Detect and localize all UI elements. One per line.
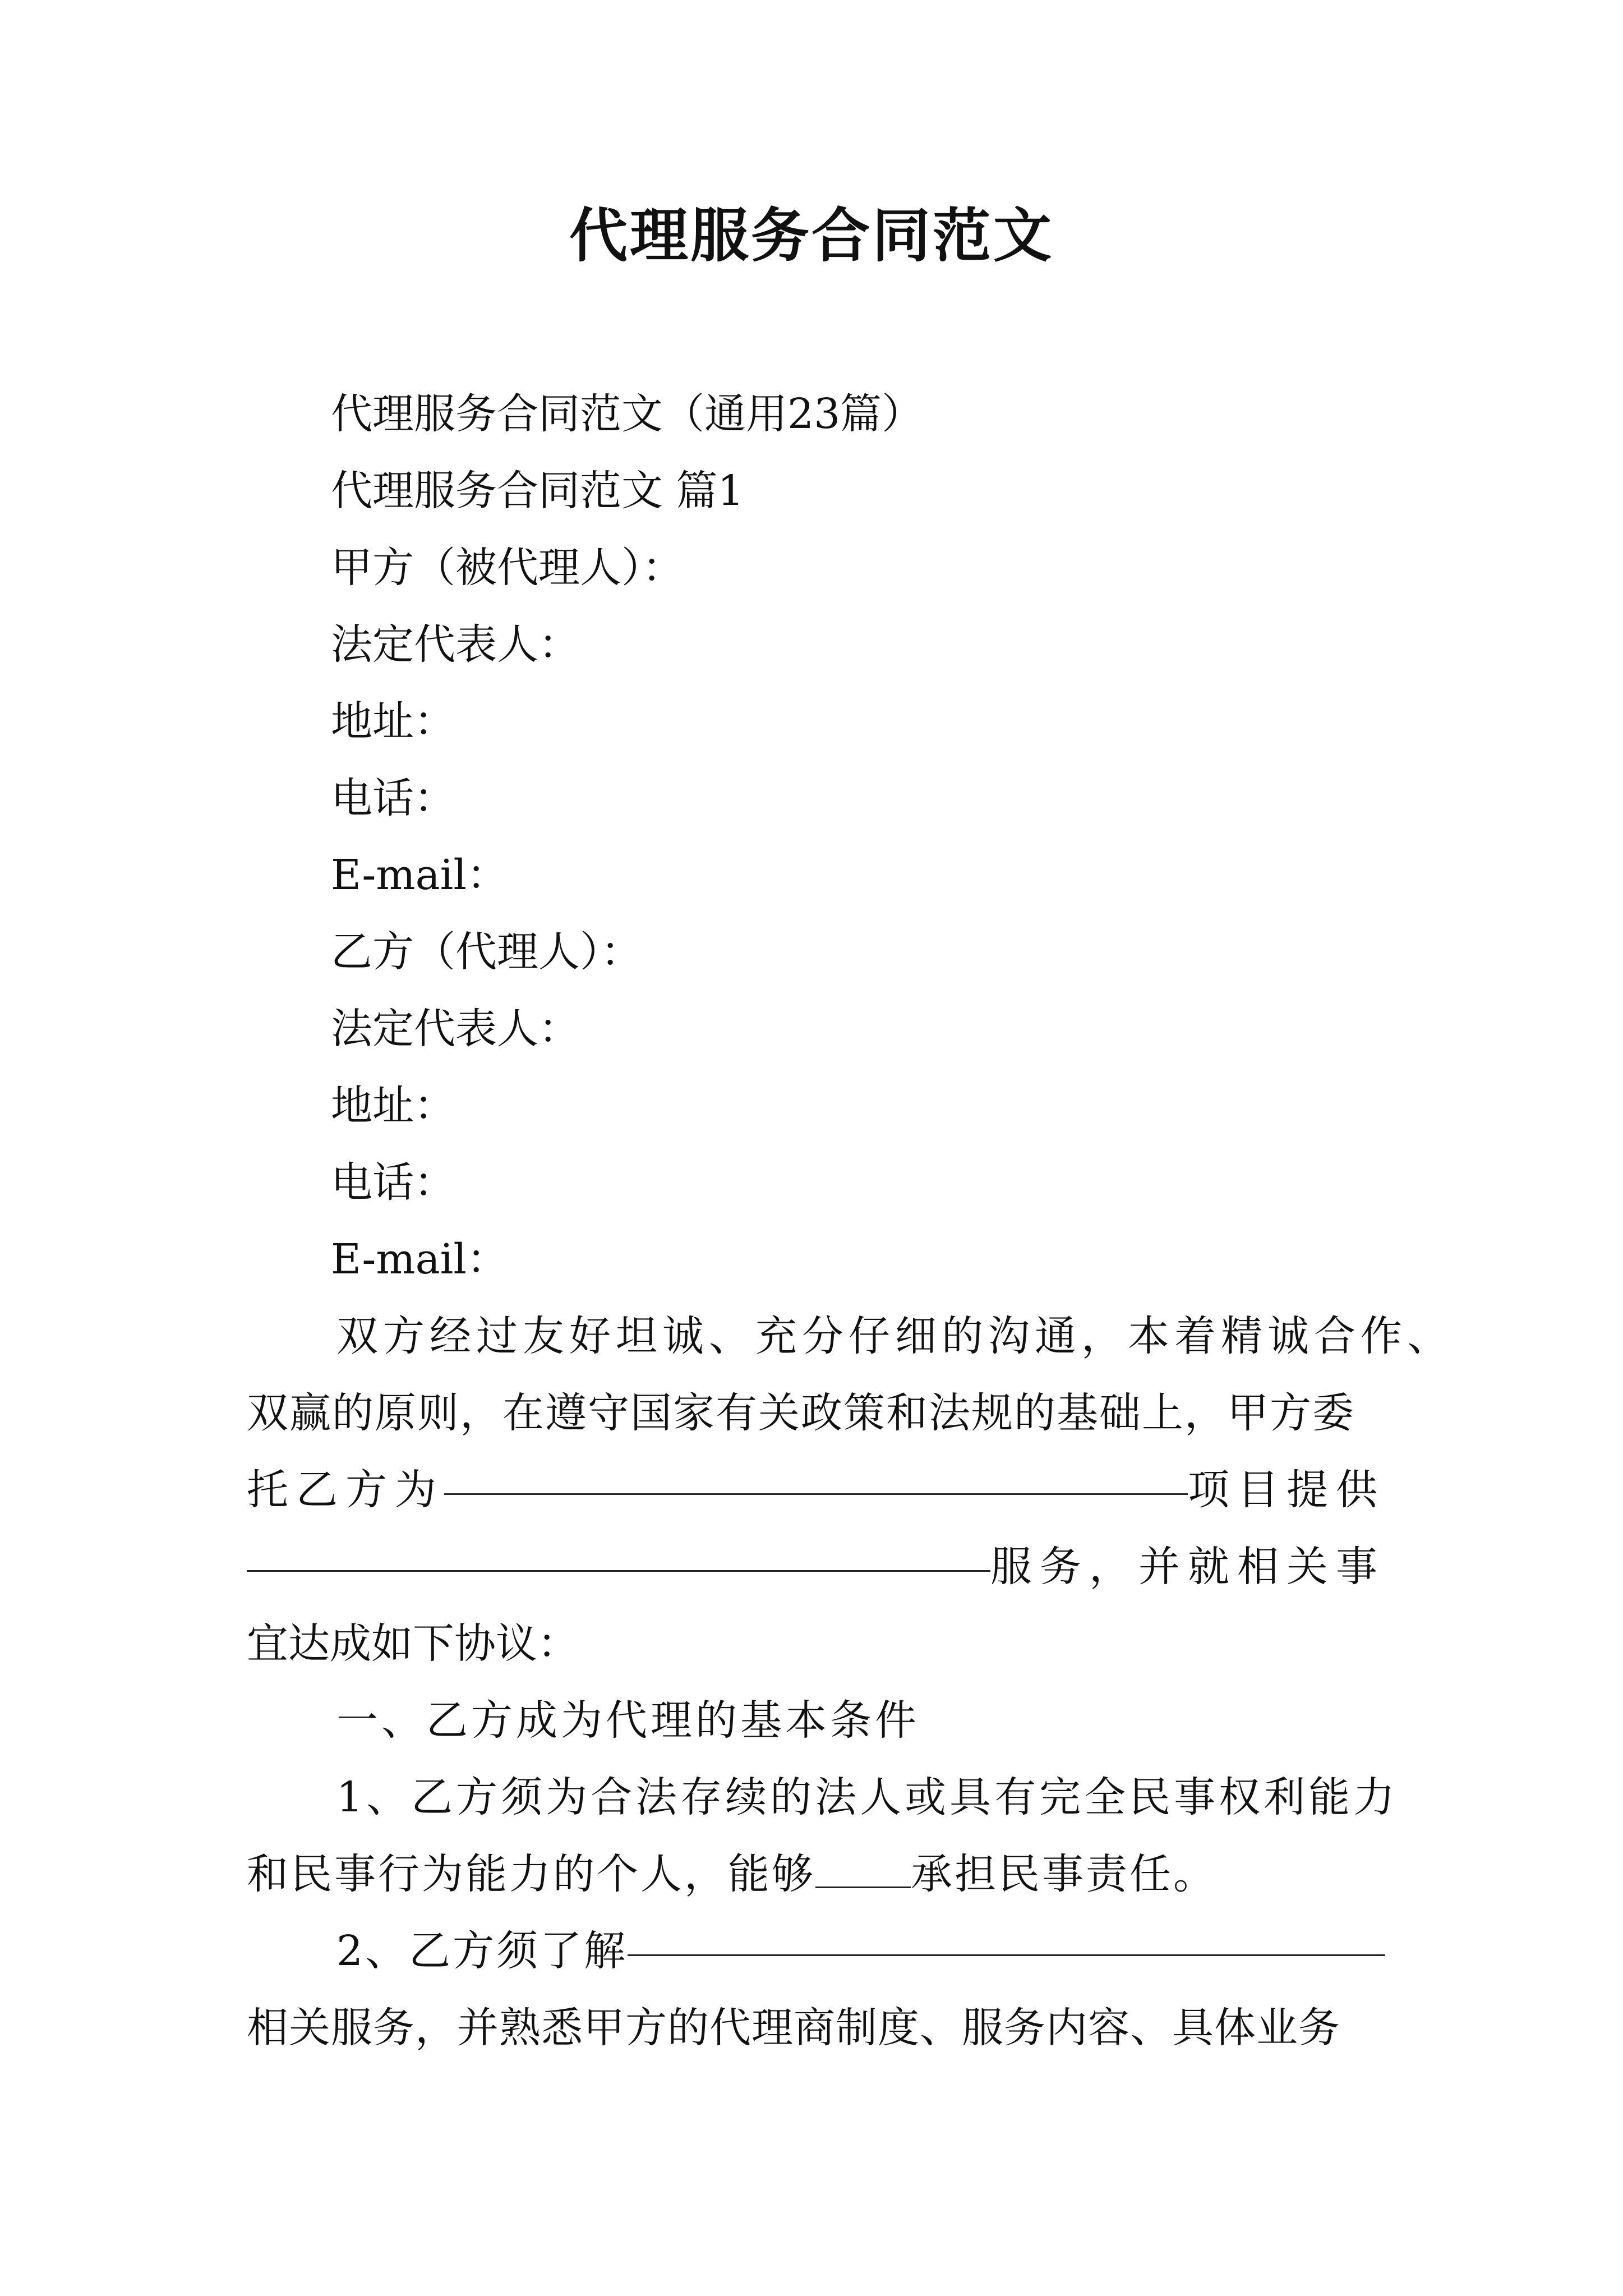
party-b-label: 乙方（代理人）： bbox=[331, 928, 642, 976]
clause-1-line-2 bbox=[247, 1836, 1385, 1913]
party-b-rep-label: 法定代表人： bbox=[331, 1005, 580, 1053]
party-a-rep-label: 法定代表人： bbox=[331, 620, 580, 669]
clause-2-line-1 bbox=[247, 1913, 1385, 1990]
party-b-phone-label: 电话： bbox=[331, 1158, 455, 1207]
preamble-text-2: 双赢的原则，在遵守国家有关政策和法规的基础上，甲方委 bbox=[247, 1389, 1355, 1437]
preamble-line-3 bbox=[247, 1452, 1385, 1529]
preamble-line-1 bbox=[247, 1298, 1454, 1375]
preamble-text-1: 双方经过友好坦诚、充分仔细的沟通，本着精诚合作、 bbox=[336, 1312, 1454, 1360]
party-b-email-label: E-mail： bbox=[331, 1235, 509, 1283]
preamble-text-3-suffix: 项目提供 bbox=[1188, 1466, 1385, 1514]
project-blank bbox=[444, 1452, 1188, 1495]
clause-heading: 一、乙方成为代理的基本条件 bbox=[336, 1696, 920, 1745]
party-a-phone-label: 电话： bbox=[331, 774, 455, 822]
preamble-text-3-prefix: 托乙方为 bbox=[247, 1466, 444, 1514]
clause-1-text-2-prefix: 和民事行为能力的个人，能够 bbox=[247, 1850, 815, 1898]
subtitle-line: 代理服务合同范文（通用23篇） bbox=[331, 390, 924, 438]
understanding-blank bbox=[628, 1913, 1385, 1956]
party-a-label: 甲方（被代理人）： bbox=[331, 544, 684, 592]
preamble-text-4-suffix: 服务，并就相关事 bbox=[990, 1543, 1385, 1591]
party-b-address-label: 地址： bbox=[331, 1082, 455, 1130]
clause-1-line-1 bbox=[247, 1759, 1399, 1836]
clause-1-text-2-suffix: 承担民事责任。 bbox=[911, 1850, 1217, 1898]
clause-2-line-2 bbox=[247, 1990, 1385, 2067]
clause-1-text-1: 1、乙方须为合法存续的法人或具有完全民事权利能力 bbox=[336, 1773, 1399, 1821]
liability-blank bbox=[815, 1845, 911, 1888]
service-blank bbox=[247, 1529, 990, 1572]
preamble-line-2 bbox=[247, 1375, 1385, 1452]
document-title: 代理服务合同范文 bbox=[569, 201, 1054, 270]
preamble-line-4 bbox=[247, 1529, 1385, 1605]
party-a-address-label: 地址： bbox=[331, 697, 455, 746]
clause-2-text-2: 相关服务，并熟悉甲方的代理商制度、服务内容、具体业务 bbox=[247, 2004, 1340, 2052]
clause-2-text-1-prefix: 2、乙方须了解 bbox=[336, 1927, 628, 1975]
preamble-line-5: 宜达成如下协议： bbox=[247, 1619, 579, 1668]
party-a-email-label: E-mail： bbox=[331, 851, 509, 899]
document-body bbox=[247, 376, 1454, 2067]
section-heading: 代理服务合同范文 篇1 bbox=[331, 467, 744, 515]
